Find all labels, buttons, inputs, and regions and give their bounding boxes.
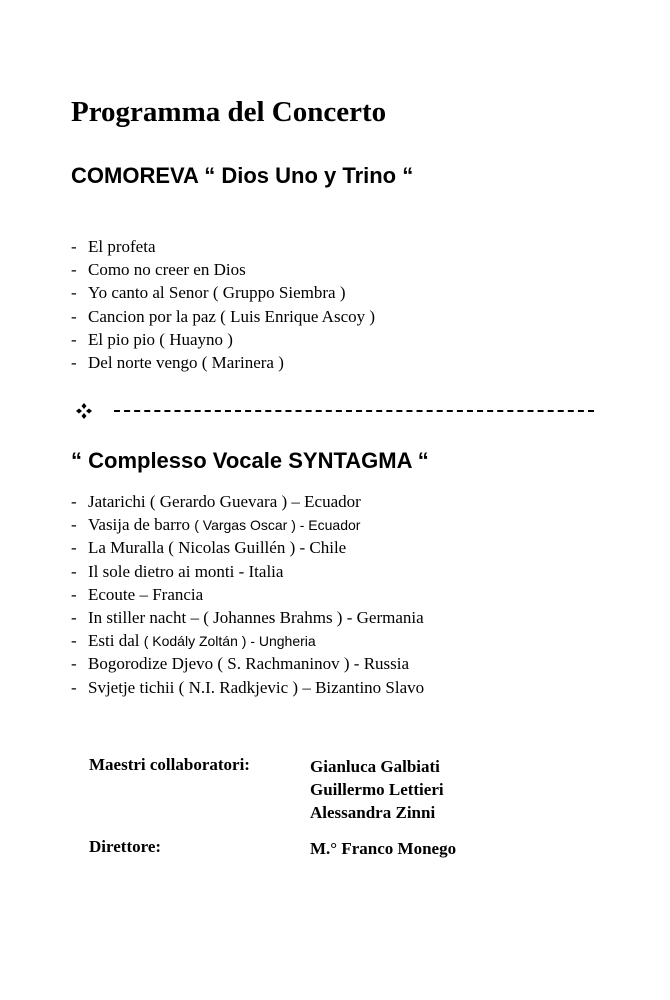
song-item (71, 513, 424, 536)
comoreva-heading: COMOREVA “ Dios Uno y Trino “ (71, 163, 414, 188)
song-title: Bogorodize Djevo ( S. Rachmaninov ) - Russia (88, 654, 410, 674)
dash: - (71, 654, 77, 674)
song-title: El pio pio ( Huayno ) (88, 329, 233, 349)
dash: - (71, 237, 77, 256)
dash: - (71, 538, 77, 558)
credits-block (89, 755, 456, 860)
song-title: El profeta (88, 237, 156, 256)
comoreva-song-list (71, 235, 375, 374)
page-title: Programma del Concerto (71, 96, 387, 128)
dashed-rule (114, 410, 594, 412)
song-item (71, 629, 424, 652)
song-title: Jatarichi ( Gerardo Guevara ) – Ecuador (88, 492, 361, 511)
song-item (71, 560, 424, 583)
song-title: In stiller nacht – ( Johannes Brahms ) - Germania (88, 607, 424, 627)
song-item (71, 281, 375, 304)
song-title: Esti dal (88, 631, 144, 651)
dash: - (71, 607, 77, 627)
dash: - (71, 631, 77, 651)
song-title: Como no creer en Dios (88, 260, 246, 280)
song-item (71, 305, 375, 328)
song-item (71, 583, 424, 606)
song-title: Cancion por la paz ( Luis Enrique Ascoy ) (88, 306, 376, 326)
maestro-name: Alessandra Zinni (310, 803, 436, 822)
song-title: Il sole dietro ai monti - Italia (88, 561, 284, 581)
song-title: Svjetje tichii ( N.I. Radkjevic ) – Bizantino Slavo (88, 677, 425, 697)
song-item (71, 676, 424, 699)
dash: - (71, 329, 77, 349)
dash: - (71, 515, 77, 535)
song-title: Yo canto al Senor ( Gruppo Siembra ) (88, 283, 346, 303)
song-item (71, 606, 424, 629)
song-item (71, 490, 424, 513)
song-item (71, 258, 375, 281)
maestri-names (310, 755, 456, 824)
maestri-row (89, 755, 456, 824)
direttore-name: M.° Franco Monego (310, 839, 457, 858)
song-item (71, 536, 424, 559)
section-separator (76, 400, 596, 422)
song-title: Del norte vengo ( Marinera ) (88, 352, 284, 372)
direttore-row (89, 837, 456, 860)
song-title: Vasija de barro (88, 515, 195, 535)
song-credit: ( Kodály Zoltán ) - Ungheria (143, 633, 316, 650)
song-item (71, 351, 375, 374)
dash: - (71, 584, 77, 604)
song-title: La Muralla ( Nicolas Guillén ) - Chile (88, 538, 347, 558)
maestro-name: Gianluca Galbiati (310, 757, 440, 776)
direttore-names (310, 837, 456, 860)
syntagma-song-list (71, 490, 424, 699)
four-diamond-bullet-icon (76, 403, 92, 419)
maestro-name: Guillermo Lettieri (310, 780, 444, 799)
direttore-label: Direttore: (89, 837, 162, 856)
dash: - (71, 283, 77, 303)
dash: - (71, 352, 77, 372)
dash: - (71, 306, 77, 326)
dash: - (71, 492, 77, 511)
song-credit: ( Vargas Oscar ) - Ecuador (194, 517, 361, 534)
dash: - (71, 260, 77, 280)
song-item (71, 328, 375, 351)
song-item (71, 235, 375, 258)
maestri-label: Maestri collaboratori: (89, 755, 250, 774)
dash: - (71, 561, 77, 581)
song-title: Ecoute – Francia (88, 584, 204, 604)
song-item (71, 652, 424, 675)
dash: - (71, 677, 77, 697)
syntagma-heading: “ Complesso Vocale SYNTAGMA “ (71, 448, 429, 473)
